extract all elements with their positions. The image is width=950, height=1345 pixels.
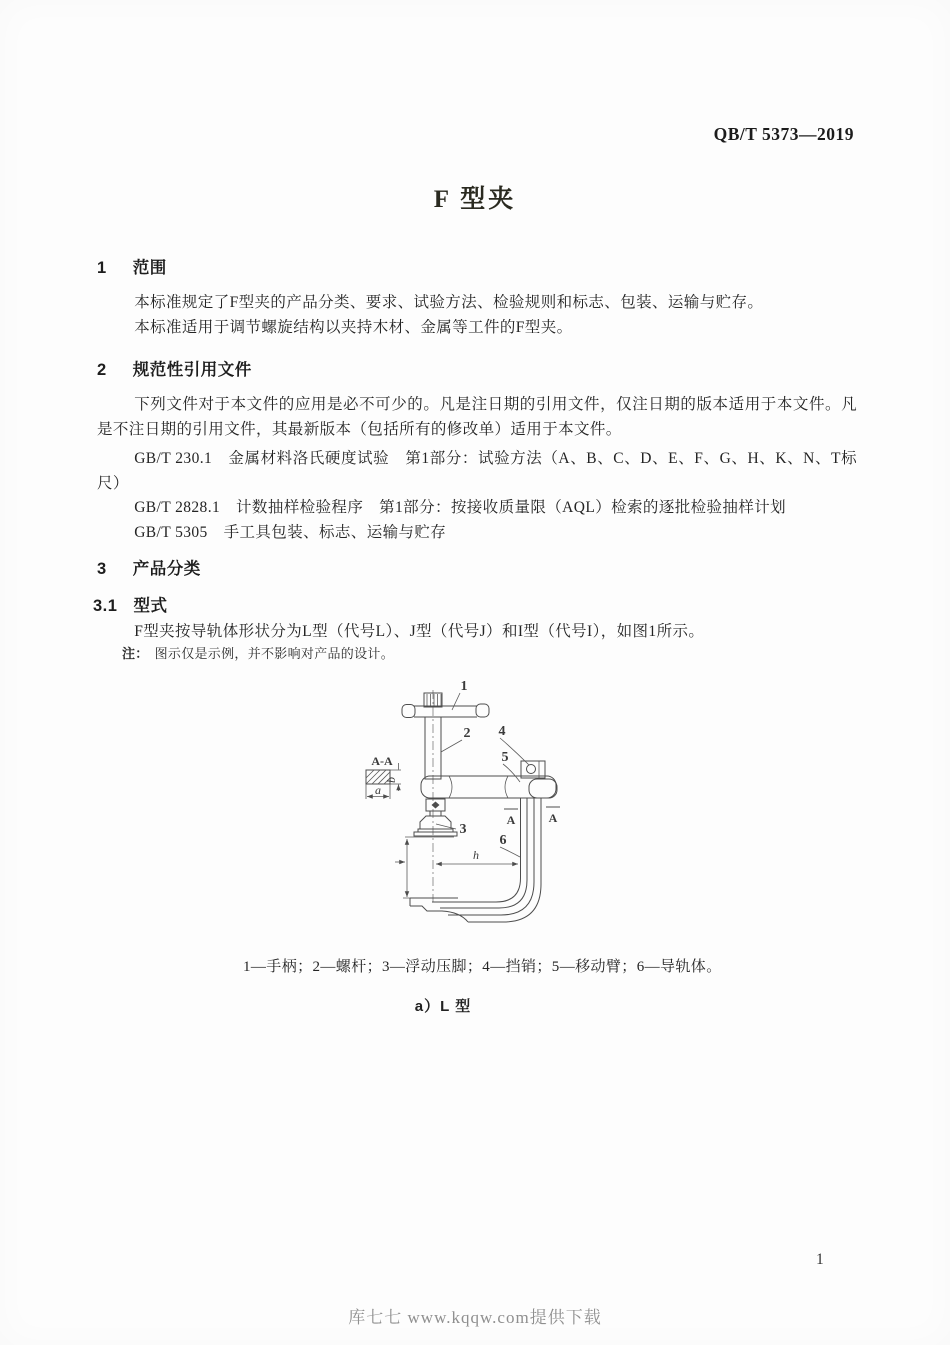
cut-plane-label-right: A (548, 811, 558, 825)
callout-1-handle: 1 (460, 679, 468, 694)
section-number: 2 (97, 361, 107, 379)
callout-2-screw: 2 (463, 726, 471, 741)
section-view-a-a (366, 754, 401, 799)
reference-item: GB/T 5305 手工具包装、标志、运输与贮存 (134, 524, 447, 541)
note-text: 图示仅是示例，并不影响对产品的设计。 (154, 646, 395, 661)
callout-6-guide-rail: 6 (499, 833, 507, 848)
figure-1-l-type-clamp-drawing (348, 666, 668, 956)
cut-plane-markers (504, 807, 560, 827)
pressure-foot-part (414, 799, 457, 836)
section-number: 1 (97, 259, 107, 277)
dimension-h (436, 848, 518, 864)
figure-sub-caption: a）L 型 (414, 998, 472, 1015)
page-number: 1 (816, 1251, 824, 1268)
clamp-drawing-svg (348, 666, 668, 956)
dimension-h-label: h (473, 848, 479, 862)
section-3-1-heading (93, 592, 853, 616)
callout-4-stop-pin: 4 (498, 724, 506, 739)
dimension-opening-height (395, 837, 454, 898)
section-title: 规范性引用文件 (132, 361, 252, 379)
section-3-heading (97, 555, 857, 579)
figure-legend: 1—手柄；2—螺杆；3—浮动压脚；4—挡销；5—移动臂；6—导轨体。 (243, 959, 722, 975)
scope-paragraph-2: 本标准适用于调节螺旋结构以夹持木材、金属等工件的F型夹。 (134, 319, 573, 336)
dimension-a-label: a (375, 783, 381, 797)
callout-5-moving-arm: 5 (501, 750, 509, 765)
callout-3-pressure-foot: 3 (459, 822, 467, 837)
section-title: 型式 (133, 597, 168, 615)
section-2-heading (97, 356, 857, 380)
stop-pin-part (521, 761, 545, 778)
section-title: 产品分类 (132, 560, 201, 578)
dimension-b-label: b (384, 777, 398, 783)
type-classification-paragraph: F型夹按导轨体形状分为L型（代号L）、J型（代号J）和I型（代号I），如图1所示。 (134, 623, 705, 640)
section-number: 3 (97, 560, 107, 578)
document-title: F 型夹 (433, 186, 517, 213)
normative-references-intro: 下列文件对于本文件的应用是必不可少的。凡是注日期的引用文件，仅注日期的版本适用于本文件。凡是不注日期的引用文件，其最新版本（包括所有的修改单）适用于本文件。 (97, 396, 857, 438)
scope-paragraph-1: 本标准规定了F型夹的产品分类、要求、试验方法、检验规则和标志、包装、运输与贮存。 (134, 294, 764, 311)
section-1-heading (97, 254, 857, 278)
section-view-label: A-A (371, 754, 393, 768)
handle-part (402, 693, 489, 718)
note-label: 注： (122, 646, 149, 661)
cut-plane-label-left: A (506, 813, 516, 827)
section-number: 3.1 (93, 597, 118, 615)
reference-item: GB/T 230.1 金属材料洛氏硬度试验 第1部分：试验方法（A、B、C、D、E、F、G、H、K、N、T标尺） (97, 450, 857, 492)
figure-note (122, 644, 882, 664)
watermark-text: 库七七 www.kqqw.com提供下载 (348, 1308, 602, 1327)
section-title: 范围 (132, 259, 167, 277)
reference-item: GB/T 2828.1 计数抽样检验程序 第1部分：按接收质量限（AQL）检索的逐批检验抽样计划 (134, 499, 787, 516)
standard-code: QB/T 5373—2019 (713, 124, 854, 144)
